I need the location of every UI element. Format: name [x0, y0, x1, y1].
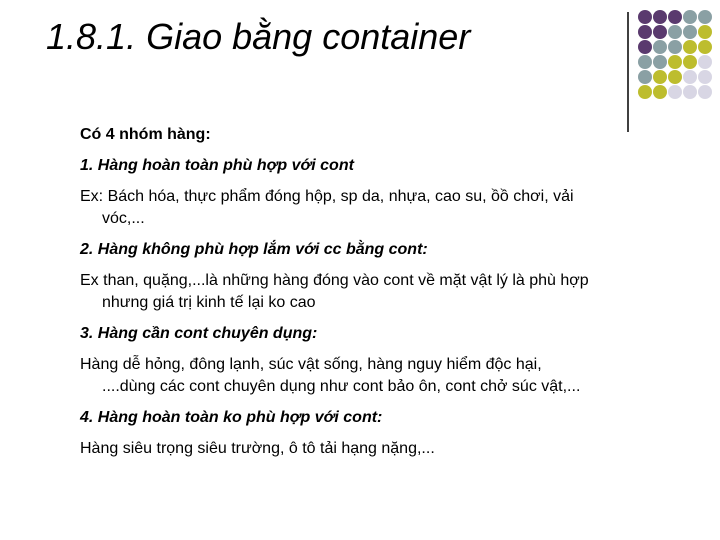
slide-body	[80, 124, 660, 460]
decorative-dot	[683, 25, 697, 39]
decorative-dot	[653, 70, 667, 84]
decorative-dot-grid	[638, 10, 712, 99]
decorative-dot	[698, 85, 712, 99]
section-1-body-line-1: Ex: Bách hóa, thực phẩm đóng hộp, sp da, nhựa, cao su, ồồ chơi, vải	[80, 188, 574, 205]
decorative-dot	[638, 55, 652, 69]
decorative-dot	[683, 55, 697, 69]
intro-text: Có 4 nhóm hàng:	[80, 126, 211, 143]
decorative-dot	[683, 85, 697, 99]
decorative-dot	[683, 70, 697, 84]
decorative-dot	[638, 10, 652, 24]
decorative-dot	[698, 25, 712, 39]
decorative-dot	[638, 85, 652, 99]
decorative-dot	[653, 25, 667, 39]
decorative-dot	[653, 85, 667, 99]
decorative-dot	[698, 10, 712, 24]
decorative-dot	[638, 70, 652, 84]
section-1-heading: 1. Hàng hoàn toàn phù hợp với cont	[80, 157, 354, 174]
section-2-body-line-2: nhưng giá trị kinh tế lại ko cao	[102, 294, 316, 311]
decorative-dot	[668, 55, 682, 69]
section-4-body-line-1: Hàng siêu trọng siêu trường, ô tô tải hạng nặng,...	[80, 440, 435, 457]
section-3-heading: 3. Hàng cần cont chuyên dụng:	[80, 325, 318, 342]
decorative-dot	[653, 55, 667, 69]
decorative-dot	[683, 10, 697, 24]
decorative-dot	[668, 25, 682, 39]
section-2-heading: 2. Hàng không phù hợp lắm với cc bằng cont:	[80, 241, 428, 258]
decorative-dot	[653, 40, 667, 54]
decorative-dot	[668, 10, 682, 24]
decorative-dot	[653, 10, 667, 24]
section-4-heading: 4. Hàng hoàn toàn ko phù hợp với cont:	[80, 409, 383, 426]
section-2-body-line-1: Ex than, quặng,...là những hàng đóng vào cont về mặt vật lý là phù hợp	[80, 272, 589, 289]
decorative-dot	[683, 40, 697, 54]
decorative-dot	[638, 25, 652, 39]
section-1-body-line-2: vóc,...	[102, 210, 145, 227]
slide-title: 1.8.1. Giao bằng container	[46, 16, 471, 57]
decorative-dot	[668, 85, 682, 99]
decorative-dot	[668, 70, 682, 84]
decorative-dot	[698, 55, 712, 69]
decorative-dot	[698, 70, 712, 84]
decorative-dot	[638, 40, 652, 54]
section-3-body-line-1: Hàng dễ hỏng, đông lạnh, súc vật sống, hàng nguy hiểm độc hại,	[80, 356, 542, 373]
decorative-dot	[668, 40, 682, 54]
vertical-divider	[627, 12, 629, 132]
decorative-dot	[698, 40, 712, 54]
section-3-body-line-2: ....dùng các cont chuyên dụng như cont bảo ôn, cont chở súc vật,...	[102, 378, 581, 395]
